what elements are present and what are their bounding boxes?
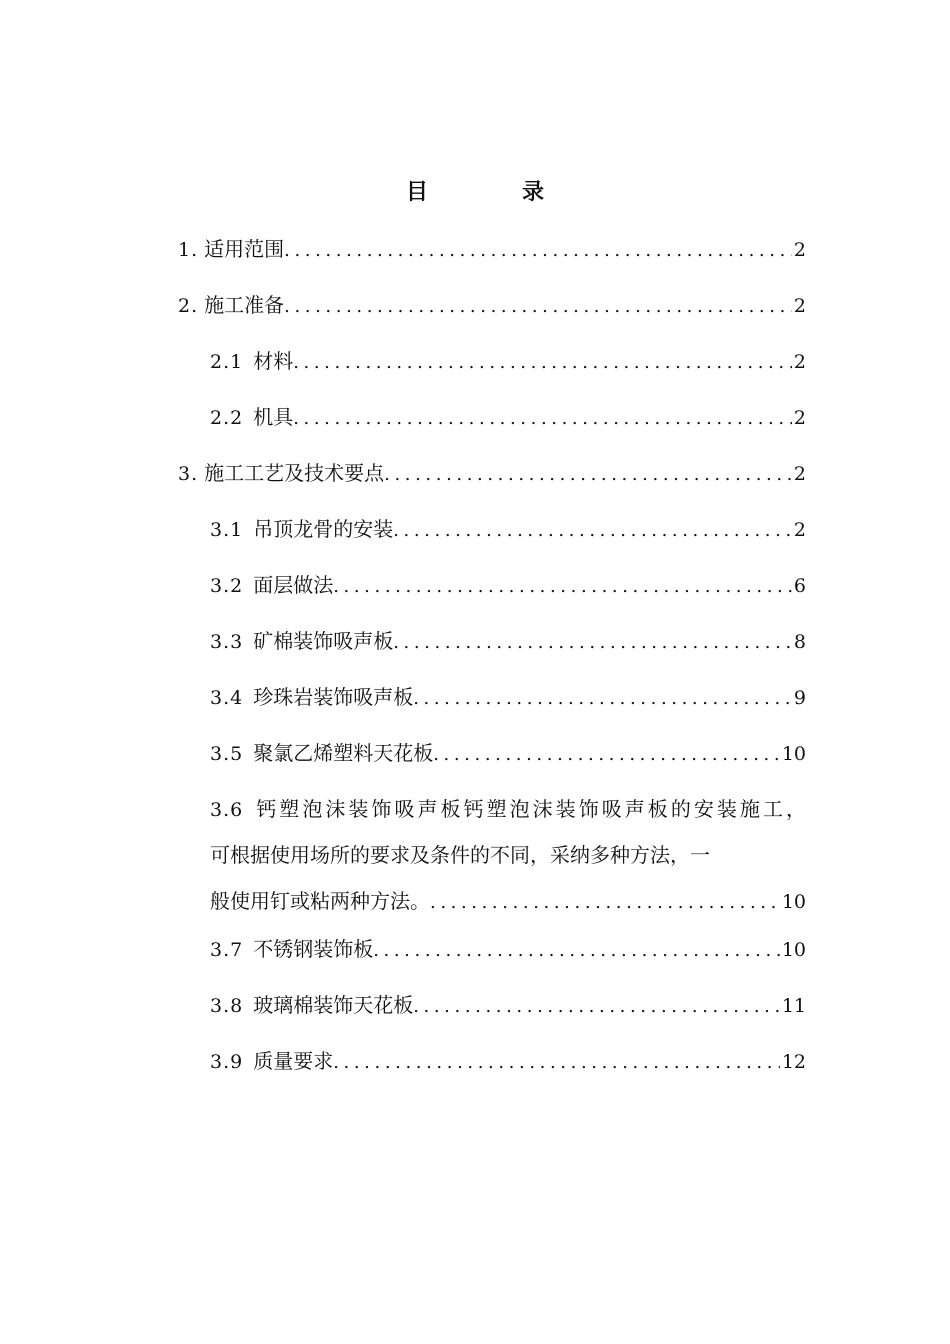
toc-page-number: 2 [793, 519, 806, 541]
toc-entry-label: 机具 [253, 405, 294, 429]
toc-entry-3[interactable] [178, 456, 806, 492]
toc-entry-2[interactable] [178, 288, 806, 324]
toc-entry-line: 可根据使用场所的要求及条件的不同，采纳多种方法，一 [210, 843, 710, 867]
toc-entry-3-3[interactable] [210, 624, 806, 660]
toc-entry-number: 3.6 [210, 799, 244, 821]
toc-entry-label: 适用范围 [204, 237, 285, 261]
toc-page-number: 6 [793, 575, 806, 597]
toc-entry-number: 2.1 [210, 351, 244, 373]
toc-entry-number: 3. [178, 463, 199, 485]
toc-entry-label: 玻璃棉装饰天花板 [253, 993, 414, 1017]
toc-entry-label: 般使用钉或粘两种方法。 [210, 889, 430, 913]
toc-entry-3-2[interactable] [210, 568, 806, 604]
toc-dot-leader [284, 234, 792, 268]
toc-entry-number: 3.9 [210, 1051, 244, 1073]
toc-title: 目 录 [405, 180, 580, 205]
toc-entry-number: 2. [178, 295, 199, 317]
toc-entry-number: 3.1 [210, 519, 244, 541]
toc-page-number: 10 [781, 891, 806, 913]
toc-entry-label: 珍珠岩装饰吸声板 [253, 685, 414, 709]
toc-dot-leader [333, 570, 792, 604]
toc-entry-3-9[interactable] [210, 1044, 806, 1080]
toc-entry-number: 3.8 [210, 995, 244, 1017]
toc-entry-label: 吊顶龙骨的安装 [253, 517, 394, 541]
toc-page-number: 10 [781, 939, 806, 961]
toc-page-number: 2 [793, 239, 806, 261]
toc-entry-label: 聚氯乙烯塑料天花板 [253, 741, 434, 765]
toc-entry-label: 材料 [253, 349, 294, 373]
toc-dot-leader [413, 990, 780, 1024]
toc-entry-3-7[interactable] [210, 932, 806, 968]
toc-entry-number: 1. [178, 239, 199, 261]
toc-entry-label: 钙塑泡沫装饰吸声板钙塑泡沫装饰吸声板的安装施工， [253, 797, 806, 821]
toc-entry-number: 3.3 [210, 631, 244, 653]
toc-entry-label: 矿棉装饰吸声板 [253, 629, 394, 653]
toc-entry-label: 面层做法 [253, 573, 334, 597]
toc-entry-label: 施工工艺及技术要点 [204, 461, 385, 485]
toc-entry-number: 3.2 [210, 575, 244, 597]
toc-entry-3-5[interactable] [210, 736, 806, 772]
toc-entry-line [210, 878, 806, 924]
toc-dot-leader [413, 682, 792, 716]
toc-dot-leader [284, 290, 792, 324]
toc-dot-leader [384, 458, 792, 492]
toc-page-number: 12 [781, 1051, 806, 1073]
toc-entry-3-1[interactable] [210, 512, 806, 548]
toc-page-number: 8 [793, 631, 806, 653]
toc-entry-2-1[interactable] [210, 344, 806, 380]
toc-entry-number: 3.5 [210, 743, 244, 765]
toc-dot-leader [430, 880, 780, 926]
toc-dot-leader [373, 934, 780, 968]
toc-page-number: 11 [781, 995, 806, 1017]
toc-entry-1[interactable] [178, 232, 806, 268]
toc-page-number: 10 [781, 743, 806, 765]
toc-entry-label: 质量要求 [253, 1049, 334, 1073]
toc-page-number: 2 [793, 295, 806, 317]
toc-dot-leader [333, 1046, 780, 1080]
toc-entry-line [210, 786, 806, 832]
toc-entry-number: 3.4 [210, 687, 244, 709]
toc-dot-leader [293, 402, 792, 436]
toc-entry-number: 2.2 [210, 407, 244, 429]
toc-entry-3-6[interactable] [210, 786, 806, 924]
toc-dot-leader [393, 626, 792, 660]
toc-entry-3-4[interactable] [210, 680, 806, 716]
toc-page-number: 2 [793, 463, 806, 485]
toc-page-number: 2 [793, 407, 806, 429]
toc-entry-label: 施工准备 [204, 293, 285, 317]
toc-page-number: 9 [793, 687, 806, 709]
toc-entry-number: 3.7 [210, 939, 244, 961]
toc-entry-label: 不锈钢装饰板 [253, 937, 374, 961]
toc-dot-leader [293, 346, 792, 380]
toc-dot-leader [433, 738, 780, 772]
toc-dot-leader [393, 514, 792, 548]
toc-page-number: 2 [793, 351, 806, 373]
toc-entry-2-2[interactable] [210, 400, 806, 436]
toc-entry-3-8[interactable] [210, 988, 806, 1024]
